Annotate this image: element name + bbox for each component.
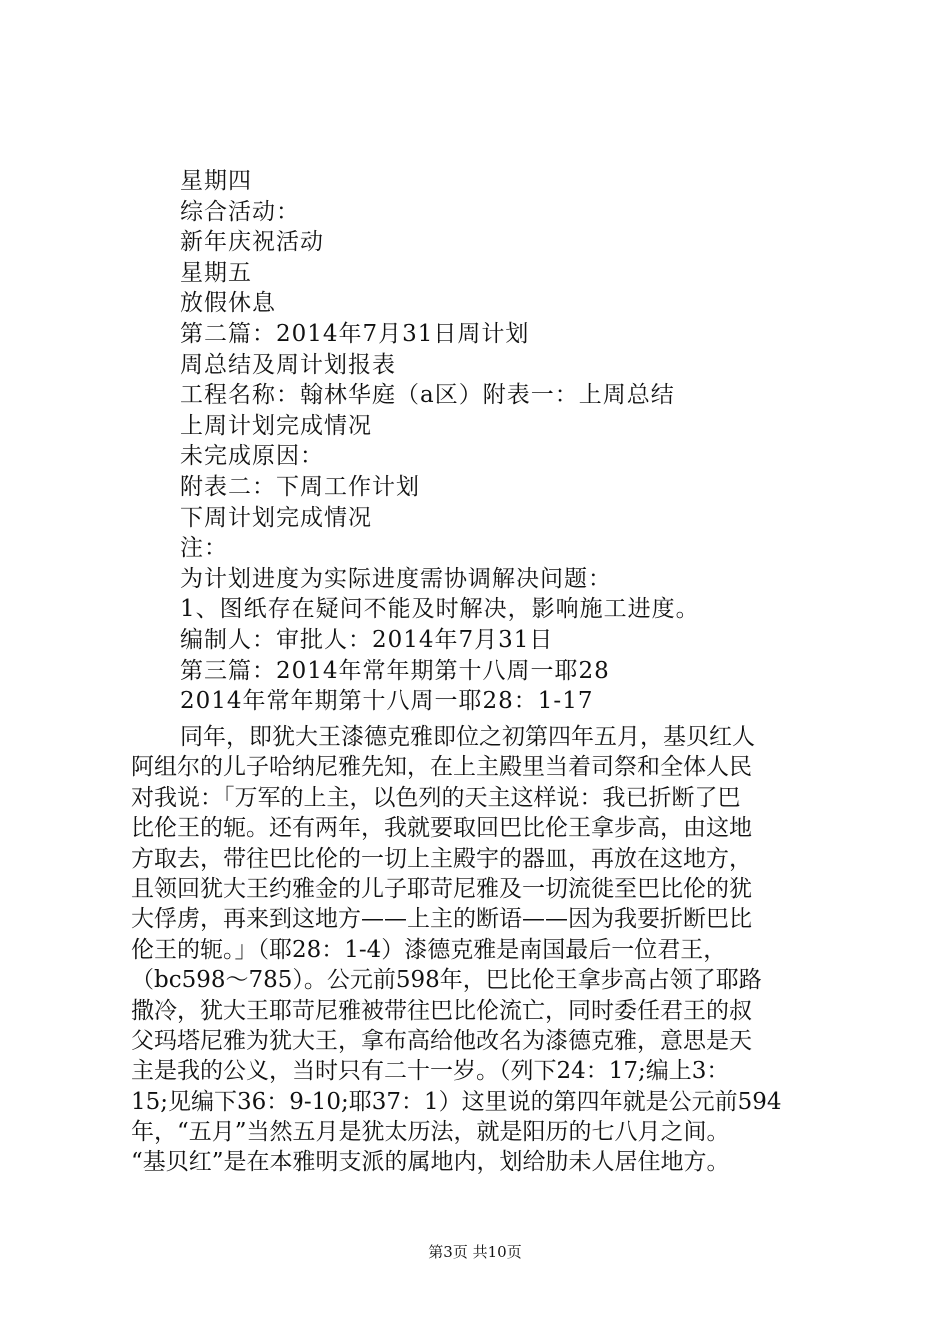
text-line: 新年庆祝活动 <box>180 229 324 256</box>
text-line: 上周计划完成情况 <box>180 412 372 439</box>
heading-lines <box>180 166 840 717</box>
paragraph-line: 15;见编下36：9-10;耶37：1）这里说的第四年就是公元前594 <box>131 1088 782 1115</box>
section-title: 第三篇：2014年常年期第十八周一耶28 <box>180 657 610 684</box>
paragraph-line: 且领回犹大王约雅金的儿子耶苛尼雅及一切流徙至巴比伦的犹 <box>131 875 752 902</box>
text-line: 综合活动： <box>180 198 300 225</box>
text-line: 1、图纸存在疑问不能及时解决，影响施工进度。 <box>180 596 700 623</box>
text-line: 为计划进度为实际进度需协调解决问题： <box>180 565 612 592</box>
paragraph-line: 比伦王的轭。还有两年，我就要取回巴比伦王拿步高，由这地 <box>131 815 752 842</box>
section-title: 第二篇：2014年7月31日周计划 <box>180 320 530 347</box>
paragraph-line: 对我说：「万军的上主，以色列的天主这样说：我已折断了巴 <box>131 784 741 811</box>
text-line: 放假休息 <box>180 290 276 317</box>
paragraph-line: 阿组尔的儿子哈纳尼雅先知，在上主殿里当着司祭和全体人民 <box>131 754 752 781</box>
paragraph-line: 主是我的公义，当时只有二十一岁。（列下24：17;编上3： <box>131 1058 730 1085</box>
paragraph-line: 大俘虏，再来到这地方——上主的断语——因为我要折断巴比 <box>131 906 752 933</box>
text-line: 下周计划完成情况 <box>180 504 372 531</box>
text-line: 星期五 <box>180 259 252 286</box>
text-line: 2014年常年期第十八周一耶28：1-17 <box>180 688 594 715</box>
text-line: 编制人：审批人：2014年7月31日 <box>180 626 554 653</box>
paragraph-line: 方取去，带往巴比伦的一切上主殿宇的器皿，再放在这地方， <box>131 845 752 872</box>
paragraph-line: 父玛塔尼雅为犹大王，拿布高给他改名为漆德克雅，意思是天 <box>131 1027 752 1054</box>
paragraph-line: “基贝红”是在本雅明支派的属地内，划给肋未人居住地方。 <box>131 1149 730 1176</box>
text-line: 附表二：下周工作计划 <box>180 473 420 500</box>
body-paragraph <box>131 722 831 1178</box>
page-footer: 第3页 共10页 <box>428 1243 522 1261</box>
text-line: 未完成原因： <box>180 443 324 470</box>
text-line: 周总结及周计划报表 <box>180 351 396 378</box>
text-line: 星期四 <box>180 168 252 194</box>
paragraph-line: （bc598～785）。公元前598年，巴比伦王拿步高占领了耶路 <box>131 967 762 994</box>
text-line: 工程名称：翰林华庭（a区）附表一：上周总结 <box>180 382 675 409</box>
paragraph-line: 撒冷，犹大王耶苛尼雅被带往巴比伦流亡，同时委任君王的叔 <box>131 997 752 1024</box>
text-line: 注： <box>180 535 228 562</box>
paragraph-line: 伦王的轭。」（耶28：1-4）漆德克雅是南国最后一位君王， <box>131 936 727 963</box>
paragraph-line: 年，“五月”当然五月是犹太历法，就是阳历的七八月之间。 <box>131 1119 730 1146</box>
paragraph-line: 同年，即犹大王漆德克雅即位之初第四年五月，基贝红人 <box>180 724 755 750</box>
